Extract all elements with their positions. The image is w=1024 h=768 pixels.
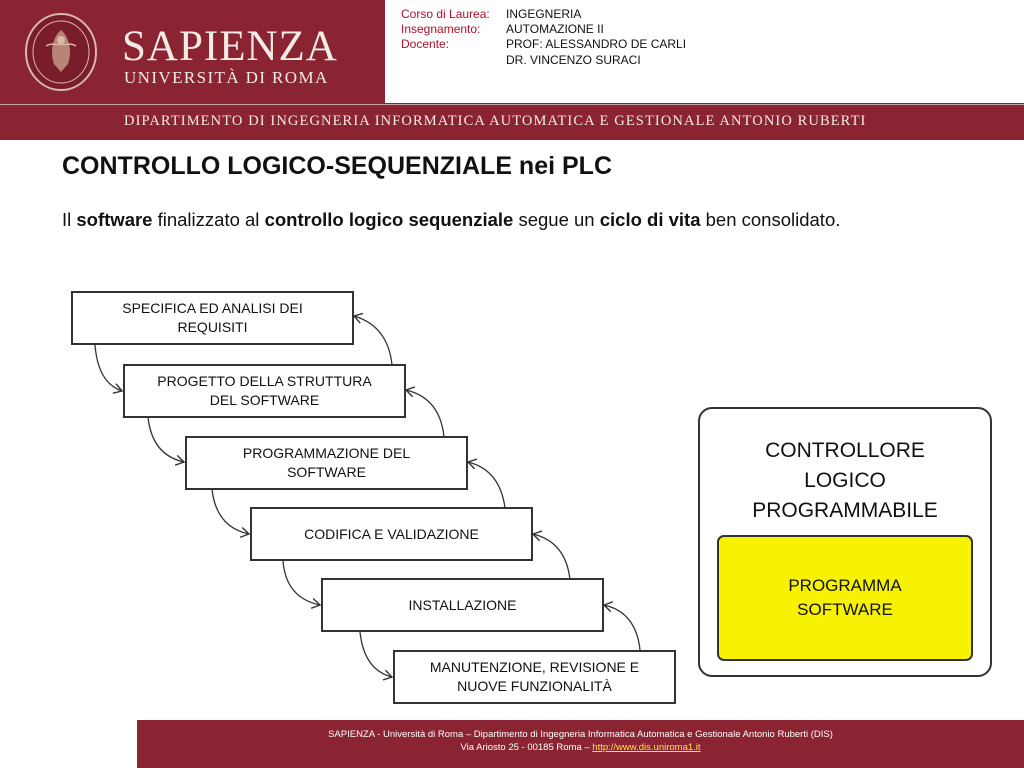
intro-bold-controllo: controllo logico sequenziale [264,209,514,230]
program-label-line2: SOFTWARE [797,600,893,619]
feedback-arrow-5 [604,605,640,650]
docente-label: Docente: [401,37,450,51]
forward-arrow-3 [212,489,249,534]
plc-label-line1: CONTROLLORE [765,439,925,462]
step-label-line1: CODIFICA E VALIDAZIONE [304,525,479,542]
step-manutenzione [393,650,676,704]
step-label-line2: REQUISITI [177,319,248,335]
step-codifica [250,507,533,561]
footer-line2 [137,742,1024,753]
docente-value-1: PROF: ALESSANDRO DE CARLI [506,37,687,51]
intro-text-part: ben consolidato. [700,209,841,230]
step-label-line2: NUOVE FUNZIONALITÀ [457,678,612,694]
corso-value: INGEGNERIA [506,7,582,21]
step-label-line1: PROGRAMMAZIONE DEL [242,445,411,461]
slide-title: CONTROLLO LOGICO-SEQUENZIALE nei PLC [62,152,612,180]
department-name: DIPARTIMENTO DI INGEGNERIA INFORMATICA AUTOMATICA E GESTIONALE ANTONIO RUBERTI [124,113,867,129]
step-label-line1: PROGETTO DELLA STRUTTURA [157,373,372,389]
step-programmazione [185,436,468,490]
forward-arrow-1 [95,345,122,391]
insegnamento-value: AUTOMAZIONE II [506,22,604,36]
corso-label: Corso di Laurea: [401,7,490,21]
step-label-line2: DEL SOFTWARE [209,392,320,408]
docente-value-2: DR. VINCENZO SURACI [506,53,641,67]
program-label-line1: PROGRAMMA [788,576,902,595]
feedback-arrow-2 [406,390,444,437]
step-label-line2: SOFTWARE [287,464,366,480]
step-installazione [321,578,604,632]
step-label-line1: MANUTENZIONE, REVISIONE E [429,659,640,675]
step-label-line1: INSTALLAZIONE [408,596,517,613]
brand-name: SAPIENZA [122,23,338,70]
step-progetto [123,364,406,418]
feedback-arrow-1 [354,316,392,365]
step-label-line1: SPECIFICA ED ANALISI DEI [122,300,303,316]
footer-website-link[interactable]: http://www.dis.uniroma1.it [592,742,701,753]
intro-bold-ciclo: ciclo di vita [599,209,701,230]
step-specifica [71,291,354,345]
footer-address: Via Ariosto 25 - 00185 Roma – [460,742,593,753]
brand-subtitle: UNIVERSITÀ DI ROMA [124,68,329,87]
intro-text-part: finalizzato al [152,209,265,230]
feedback-arrow-3 [468,462,505,508]
intro-bold-software: software [76,209,153,230]
intro-text-part: Il [62,209,77,230]
intro-text-part: segue un [513,209,600,230]
forward-arrow-4 [283,561,320,605]
plc-label [700,436,990,526]
plc-label-line3: PROGRAMMABILE [752,499,938,522]
footer-line1: SAPIENZA - Università di Roma – Dipartimento di Ingegneria Informatica Automatica e Gestionale Antonio Ruberti (DIS) [328,729,833,740]
forward-arrow-5 [360,632,392,677]
program-software-box [717,535,973,661]
plc-label-line2: LOGICO [804,469,886,492]
feedback-arrow-4 [533,534,570,580]
forward-arrow-2 [148,417,184,462]
footer-notch [0,720,135,736]
insegnamento-label: Insegnamento: [401,22,481,36]
